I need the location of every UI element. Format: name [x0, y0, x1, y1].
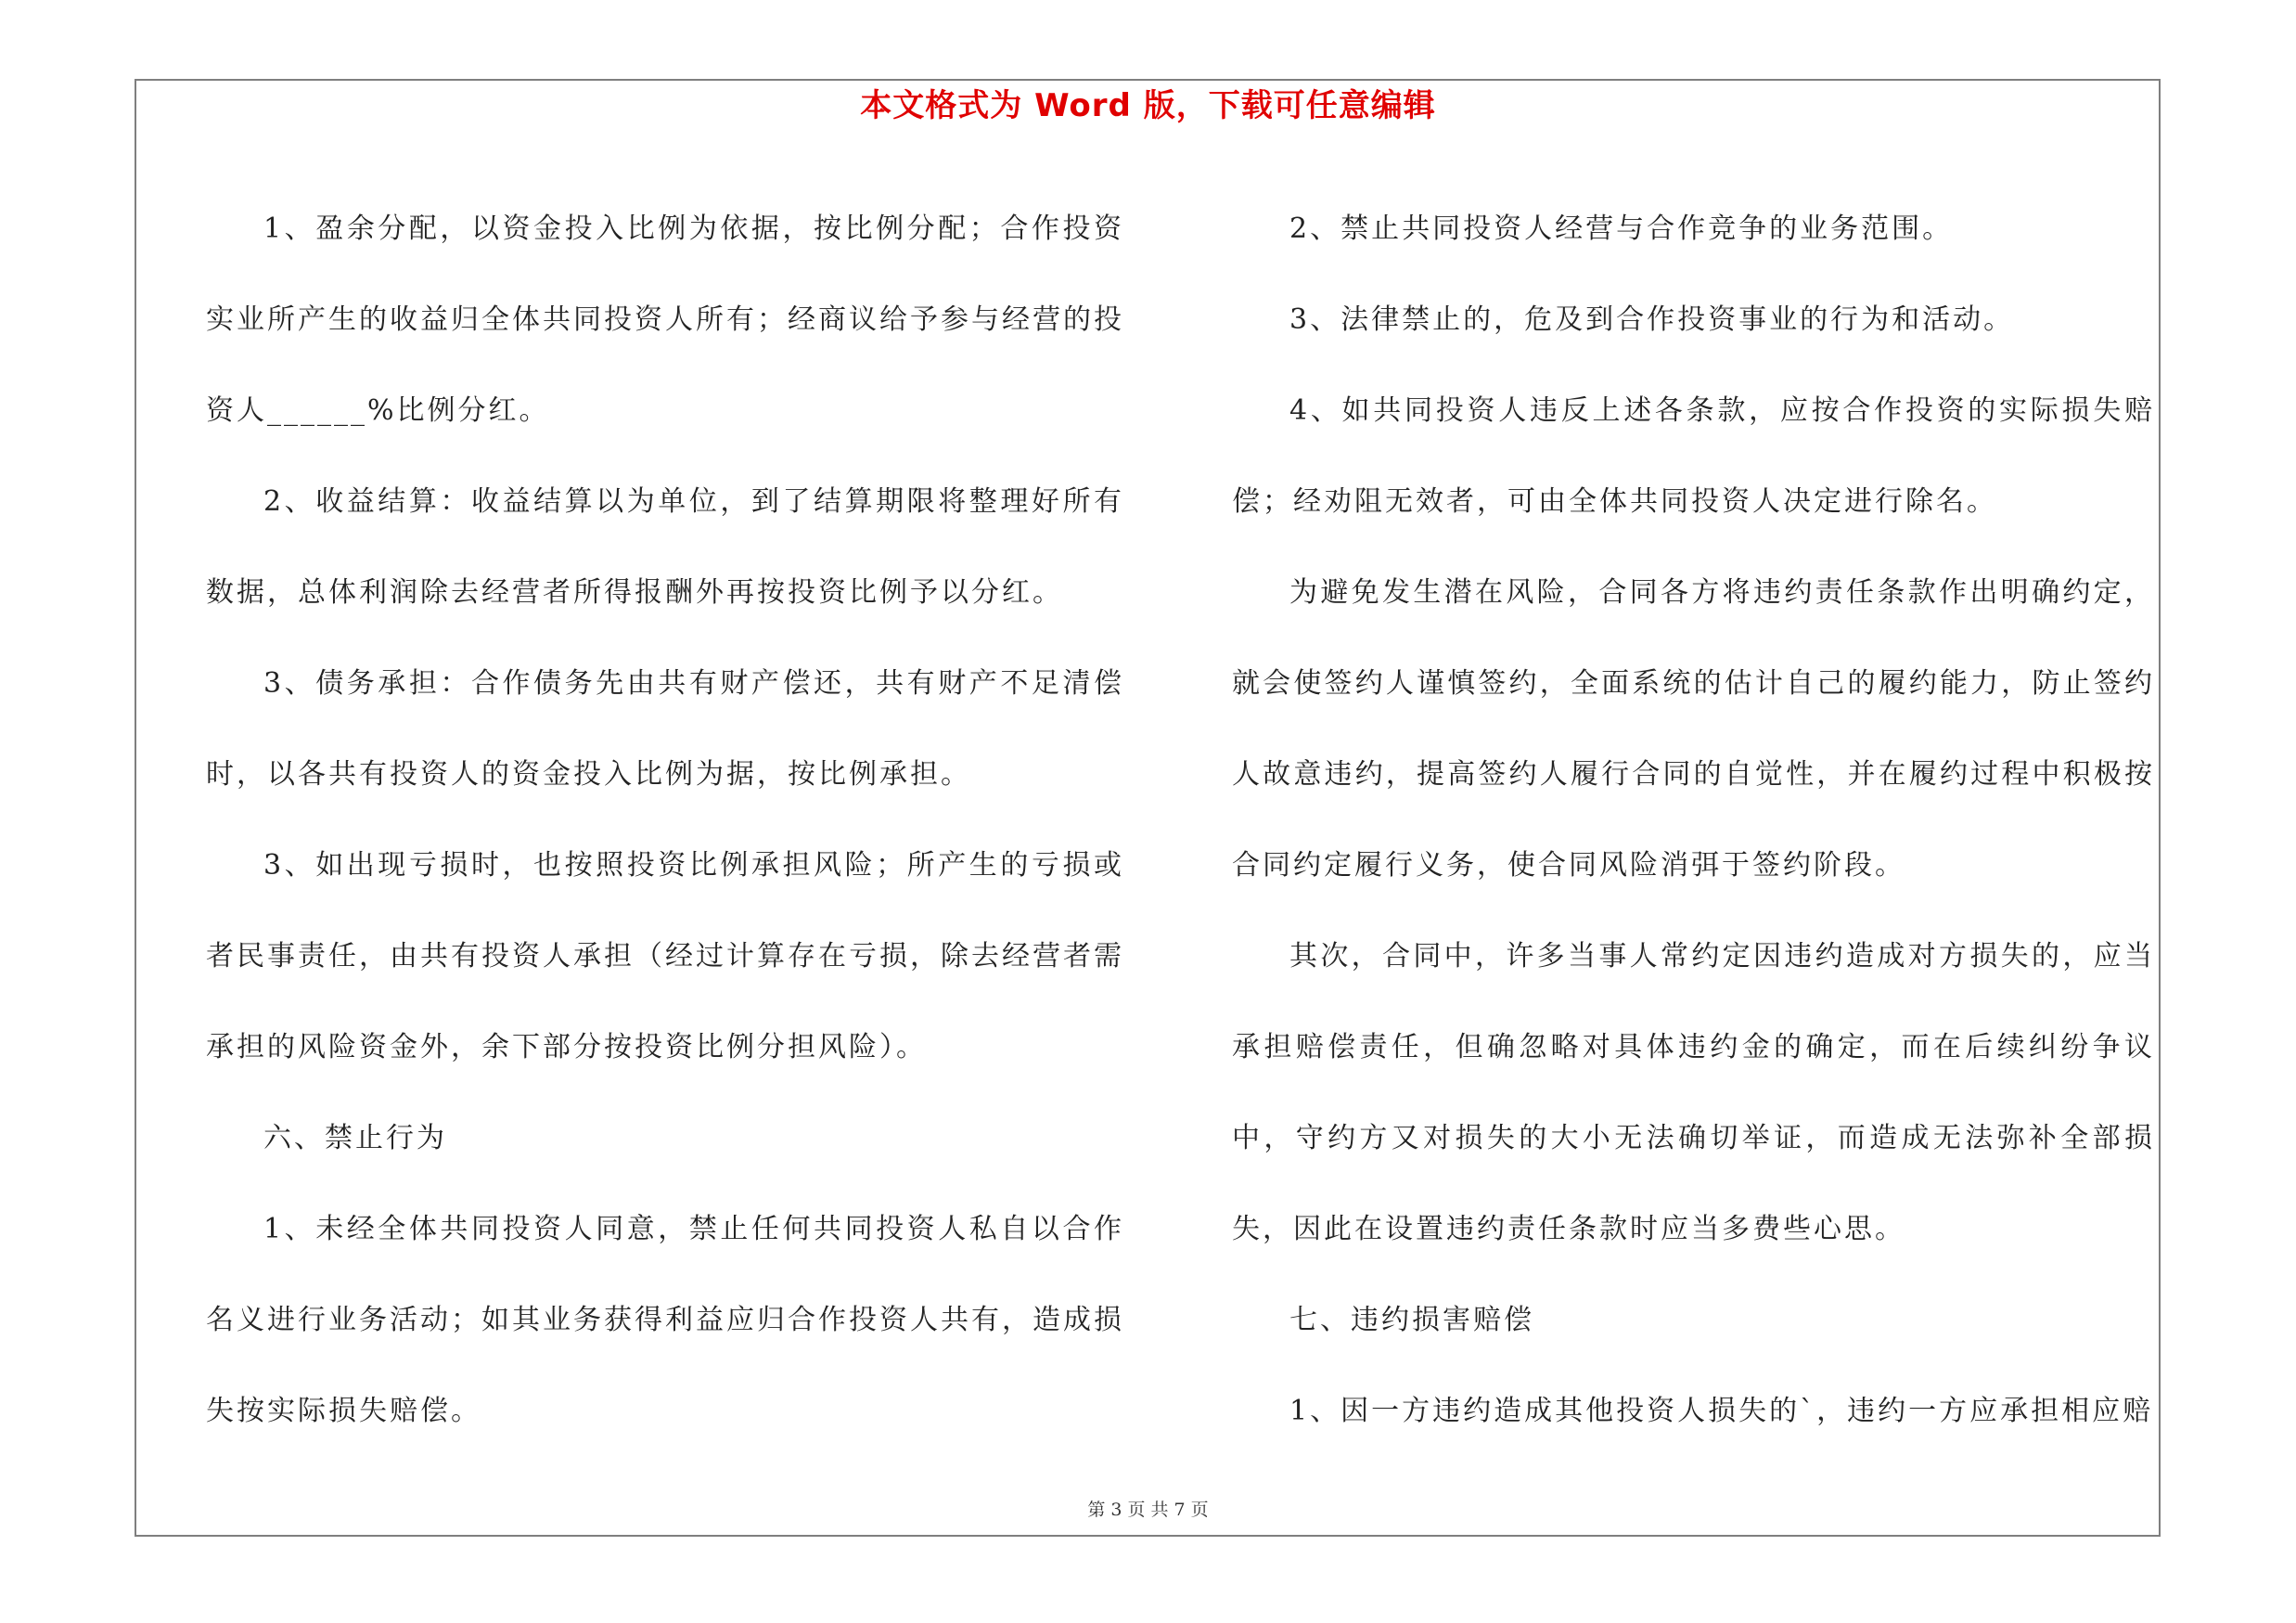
section-heading: 七、违约损害赔偿: [1289, 1304, 1534, 1336]
paragraph: 2、收益结算：收益结算以为单位，到了结算期限将整理好所有数据，总体利润除去经营者所得报酬外再按投资比例予以分红。: [206, 485, 1124, 609]
paragraph: 为避免发生潜在风险，合同各方将违约责任条款作出明确约定，就会使签约人谨慎签约，全面系统的估计自己的履约能力，防止签约人故意违约，提高签约人履行合同的自觉性，并在履约过程中积极按合同约定履行义务，使合同风险消弭于签约阶段。: [1232, 576, 2155, 882]
paragraph: 其次，合同中，许多当事人常约定因违约造成对方损失的，应当承担赔偿责任，但确忽略对具体违约金的确定，而在后续纠纷争议中，守约方又对损失的大小无法确切举证，而造成无法弥补全部损失，因此在设置违约责任条款时应当多费些心思。: [1232, 940, 2155, 1245]
paragraph: 4、如共同投资人违反上述各条款，应按合作投资的实际损失赔偿；经劝阻无效者，可由全体共同投资人决定进行除名。: [1232, 394, 2155, 518]
left-text-column: [206, 184, 1124, 1457]
paragraph: 1、因一方违约造成其他投资人损失的`，违约一方应承担相应赔: [1289, 1395, 2154, 1427]
paragraph: 2、禁止共同投资人经营与合作竞争的业务范围。: [1289, 213, 1954, 245]
paragraph: 3、法律禁止的，危及到合作投资事业的行为和活动。: [1289, 303, 2015, 336]
word-format-banner: 本文格式为 Word 版，下载可任意编辑: [860, 87, 1436, 124]
paragraph: 3、如出现亏损时，也按照投资比例承担风险；所产生的亏损或者民事责任，由共有投资人承担（经过计算存在亏损，除去经营者需承担的风险资金外，余下部分按投资比例分担风险）。: [206, 849, 1124, 1063]
paragraph: 1、未经全体共同投资人同意，禁止任何共同投资人私自以合作名义进行业务活动；如其业务获得利益应归合作投资人共有，造成损失按实际损失赔偿。: [206, 1213, 1124, 1427]
paragraph: 3、债务承担：合作债务先由共有财产偿还，共有财产不足清偿时，以各共有投资人的资金投入比例为据，按比例承担。: [206, 667, 1124, 791]
page-number: 第 3 页 共 7 页: [1087, 1500, 1209, 1520]
right-text-column: [1232, 184, 2155, 1457]
section-heading: 六、禁止行为: [263, 1122, 447, 1154]
paragraph: 1、盈余分配，以资金投入比例为依据，按比例分配；合作投资实业所产生的收益归全体共同投资人所有；经商议给予参与经营的投资人______%比例分红。: [206, 213, 1124, 427]
